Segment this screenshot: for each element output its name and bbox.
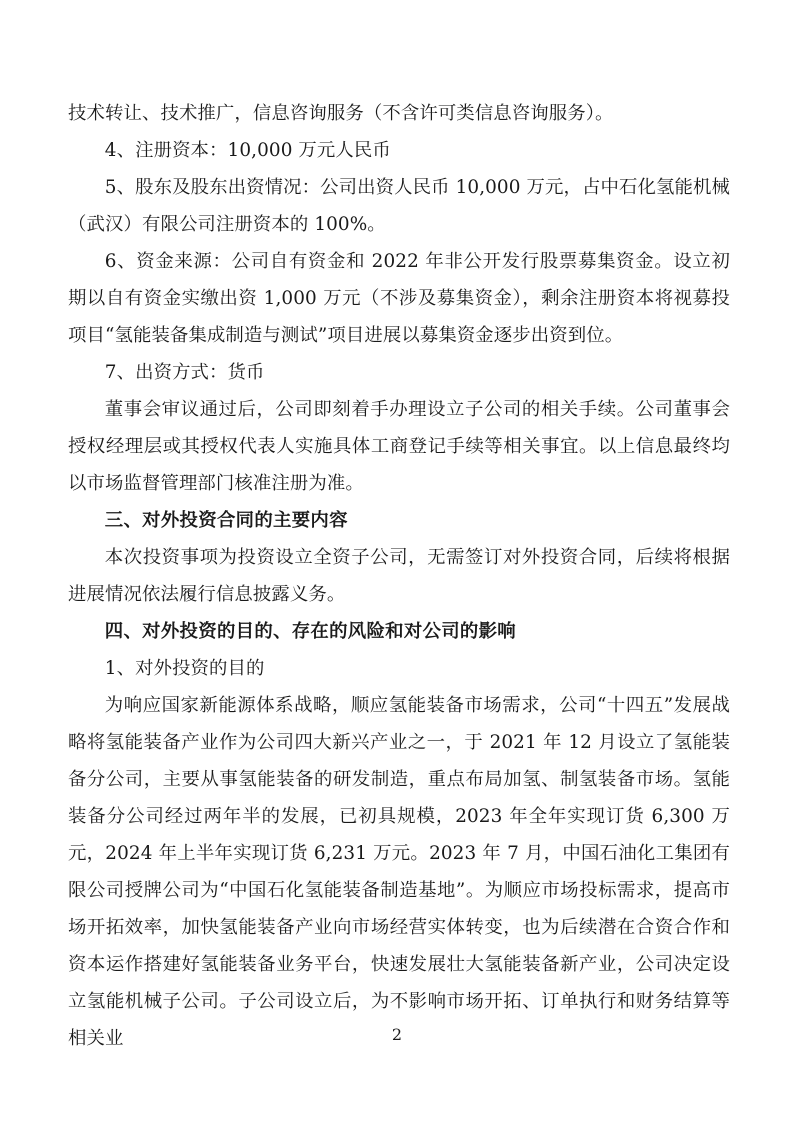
paragraph-item-6-fund-source: 6、资金来源：公司自有资金和 2022 年非公开发行股票募集资金。设立初期以自有资金实缴出资 1,000 万元（不涉及募集资金），剩余注册资本将视募投项目“氢能装备集成制造与测试”项目进展以募集资金逐步出资到位。 <box>68 251 730 346</box>
paragraph-investment-purpose-detail: 为响应国家新能源体系战略，顺应氢能装备市场需求，公司“十四五”发展战略将氢能装备产业作为公司四大新兴产业之一，于 2021 年 12 月设立了氢能装备分公司，主要从事氢能装备的研发制造，重点布局加氢、制氢装备市场。氢能装备分公司经过两年半的发展，已初具规模，2023 年全年实现订货 6,300 万元，2024 年上半年实现订货 6,231 万元。2023 年 7 月，中国石油化工集团有限公司授牌公司为“中国石化氢能装备制造基地”。为顺应市场投标需求，提高市场开拓效率，加快氢能装备产业向市场经营实体转变，也为后续潜在合资合作和资本运作搭建好氢能装备业务平台，快速发展壮大氢能装备新产业，公司决定设立氢能机械子公司。子公司设立后，为不影响市场开拓、订单执行和财务结算等相关业 <box>68 695 730 1049</box>
page-number: 2 <box>391 1025 403 1044</box>
paragraph-item-4-registered-capital: 4、注册资本：10,000 万元人民币 <box>104 140 391 161</box>
paragraph-item-7-contribution-method: 7、出资方式：货币 <box>104 362 265 383</box>
paragraph-board-approval-procedures: 董事会审议通过后，公司即刻着手办理设立子公司的相关手续。公司董事会授权经理层或其授权代表人实施具体工商登记手续等相关事宜。以上信息最终均以市场监督管理部门核准注册为准。 <box>68 399 730 494</box>
paragraph-no-investment-contract: 本次投资事项为投资设立全资子公司，无需签订对外投资合同，后续将根据进展情况依法履行信息披露义务。 <box>68 547 730 605</box>
subheading-investment-purpose: 1、对外投资的目的 <box>104 658 265 679</box>
paragraph-item-5-shareholder-contribution: 5、股东及股东出资情况：公司出资人民币 10,000 万元，占中石化氢能机械（武汉）有限公司注册资本的 100%。 <box>68 177 730 235</box>
document-body <box>68 95 730 1057</box>
paragraph-business-scope-continuation: 技术转让、技术推广，信息咨询服务（不含许可类信息咨询服务）。 <box>68 103 614 124</box>
heading-section-four: 四、对外投资的目的、存在的风险和对公司的影响 <box>104 621 516 642</box>
heading-section-three: 三、对外投资合同的主要内容 <box>104 510 348 531</box>
